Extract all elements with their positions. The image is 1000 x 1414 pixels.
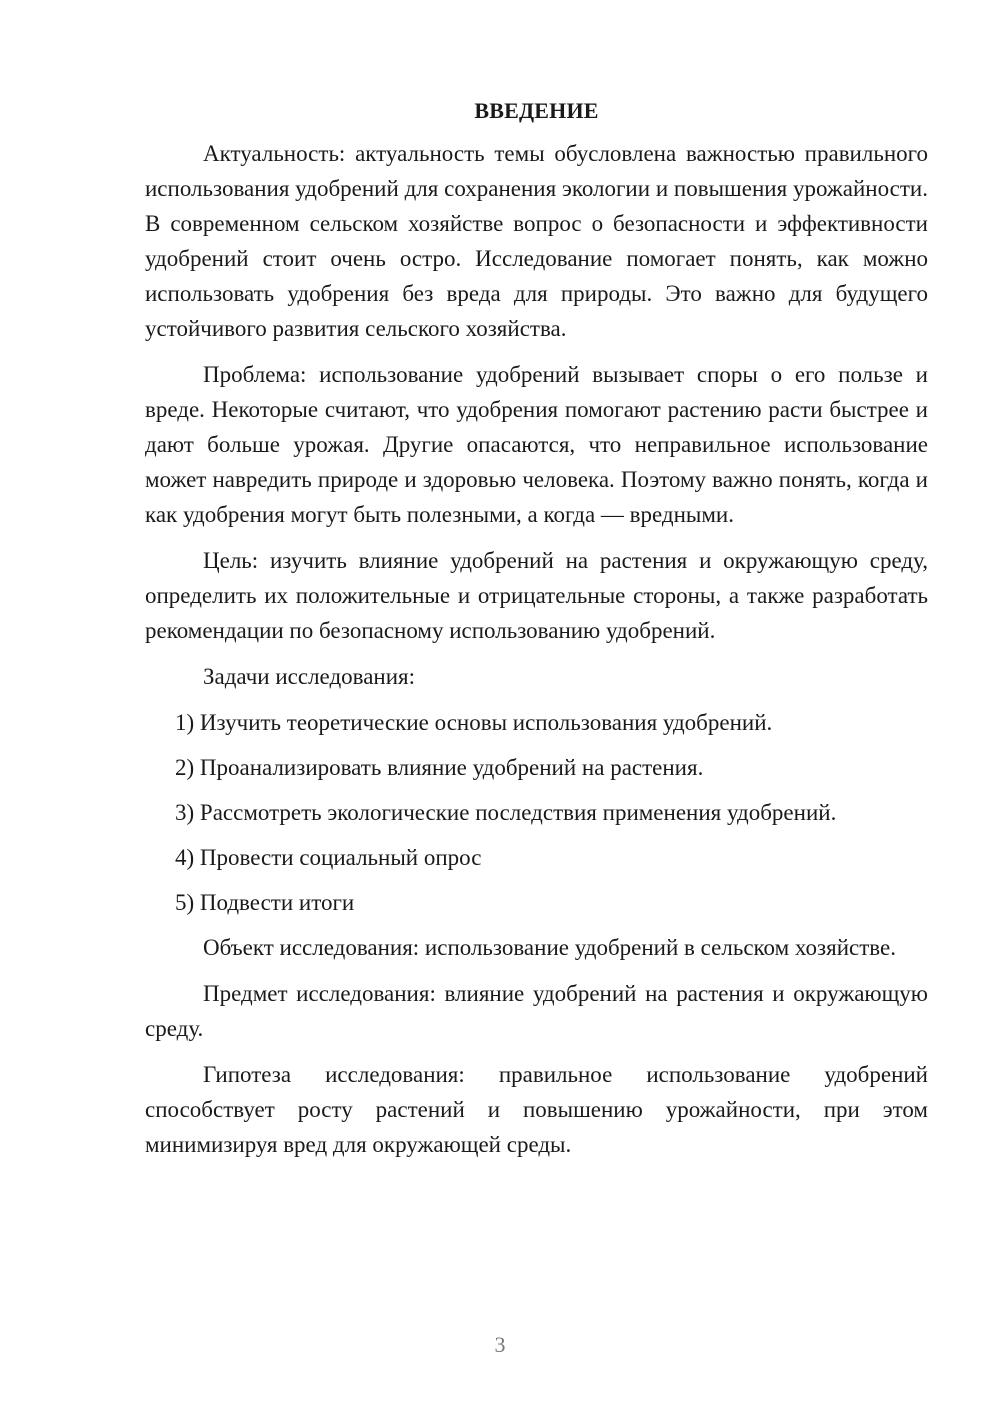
object-paragraph: Объект исследования: использование удобрений в сельском хозяйстве. [203,935,896,960]
relevance-paragraph: Актуальность: актуальность темы обусловлена важностью правильного использования удобрений для сохранения экологии и повышения урожайности. В современном сельском хозяйстве вопрос о безопасности и эффективности удобрений стоит очень остро. Исследование помогает понять, как можно использовать удобрения без вреда для природы. Это важно для будущего устойчивого развития сельского хозяйства. [145,141,928,341]
page-number: 3 [494,1332,506,1357]
task-item-4: 4) Провести социальный опрос [175,845,482,870]
subject-paragraph: Предмет исследования: влияние удобрений на растения и окружающую среду. [145,981,928,1041]
hypothesis-paragraph: Гипотеза исследования: правильное использование удобрений способствует росту растений и повышению урожайности, при этом минимизируя вред для окружающей среды. [145,1062,928,1157]
tasks-list [145,705,928,920]
task-item-3: 3) Рассмотреть экологические последствия применения удобрений. [175,800,837,825]
section-heading: ВВЕДЕНИЕ [474,98,599,123]
goal-paragraph: Цель: изучить влияние удобрений на растения и окружающую среду, определить их положительные и отрицательные стороны, а также разработать рекомендации по безопасному использованию удобрений. [145,548,928,643]
task-item-5: 5) Подвести итоги [175,890,355,915]
tasks-title: Задачи исследования: [203,664,416,689]
task-item-1: 1) Изучить теоретические основы использования удобрений. [175,710,773,735]
document-page [145,96,928,1173]
problem-paragraph: Проблема: использование удобрений вызывает споры о его пользе и вреде. Некоторые считают, что удобрения помогают растению расти быстрее и дают больше урожая. Другие опасаются, что неправильное использование может навредить природе и здоровью человека. Поэтому важно понять, когда и как удобрения могут быть полезными, а когда — вредными. [145,362,928,527]
task-item-2: 2) Проанализировать влияние удобрений на растения. [175,755,704,780]
